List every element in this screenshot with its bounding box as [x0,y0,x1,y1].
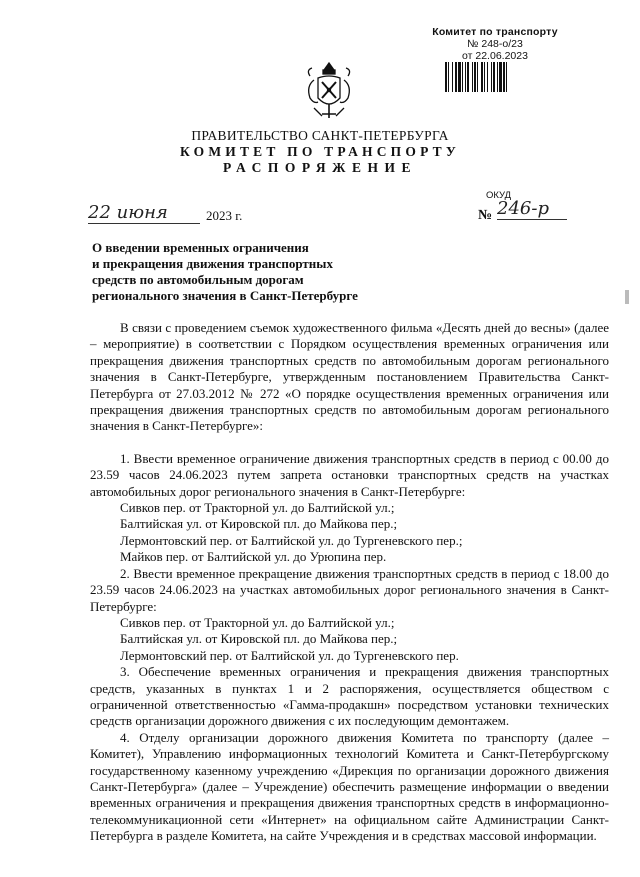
barcode-icon [445,62,550,92]
scan-artifact [625,290,629,304]
document-type: РАСПОРЯЖЕНИЕ [222,160,418,175]
road-segment: Сивков пер. от Тракторной ул. до Балтийской ул.; [120,614,395,630]
road-segment: Майков пер. от Балтийской ул. до Урюпина пер. [120,549,387,565]
handwritten-number: 246-р [497,199,567,220]
document-subject [92,240,382,304]
preamble-paragraph: В связи с проведением съемок художественного фильма «Десять дней до весны» (далее – мероприятие) в соответствии с Порядком осуществления временных ограничения или прекращения движения транспортных средств по автомобильным дорогам регионального значения в Санкт-Петербурге, утвержденным постановлением Правительства Санкт-Петербурга от 27.03.2012 № 272 «О порядке осуществления временных ограничения или прекращения движения транспортных средств по автомобильным дорогам регионального значения в Санкт-Петербурге»: [90,320,609,434]
subject-line: и прекращения движения транспортных [92,256,333,271]
road-segment: Балтийская ул. от Кировской пл. до Майкова пер.; [120,516,398,532]
road-segment: Сивков пер. от Тракторной ул. до Балтийской ул.; [120,500,395,516]
item-2-paragraph: 2. Ввести временное прекращение движения транспортных средств в период с 18.00 до 23.59 часов 24.06.2023 на участках автомобильных дорог регионального значения в Санкт-Петербурге: [90,565,609,614]
registration-stamp [430,26,560,62]
road-segment: Лермонтовский пер. от Балтийской ул. до Тургеневского пер.; [120,532,463,548]
committee-name: КОМИТЕТ ПО ТРАНСПОРТУ [179,144,460,159]
document-body [90,320,609,845]
stamp-number: № 248-о/23 [467,38,523,50]
road-segment: Балтийская ул. от Кировской пл. до Майкова пер.; [120,631,398,647]
road-segment: Лермонтовский пер. от Балтийской ул. до Тургеневского пер. [120,647,459,663]
subject-line: О введении временных ограничения [92,240,309,255]
number-label: № [478,208,493,223]
subject-line: регионального значения в Санкт-Петербурге [92,288,358,303]
item-1-paragraph: 1. Ввести временное ограничение движения транспортных средств в период с 00.00 до 23.59 часов 24.06.2023 путем запрета остановки транспортных средств на участках автомобильных дорог регионального значения в Санкт-Петербурге: [90,450,609,499]
subject-line: средств по автомобильным дорогам [92,272,304,287]
year-text: 2023 г. [206,208,243,223]
item-4-paragraph: 4. Отделу организации дорожного движения Комитета по транспорту (далее – Комитет), Управлению информационных технологий Комитета и Санкт-Петербургскому государственному казенному учреждению «Дирекция по организации дорожного движения Санкт-Петербурга» (далее – Учреждение) обеспечить размещение информации о введении временных ограничения и прекращения движения транспортных средств в информационно-телекоммуникационной сети «Интернет» на официальном сайте Администрации Санкт-Петербурга в разделе Комитета, на сайте Учреждения и в средствах массовой информации. [90,729,609,844]
item-3-paragraph: 3. Обеспечение временных ограничения и прекращения движения транспортных средств, указанных в пунктах 1 и 2 распоряжения, осуществляется обществом с ограниченной ответственностью «Гамма-продакшн» посредством установки технических средств организации дорожного движения с их последующим демонтажем. [90,664,609,729]
stamp-title: Комитет по транспорту [432,26,558,38]
government-name: ПРАВИТЕЛЬСТВО САНКТ-ПЕТЕРБУРГА [191,128,449,143]
st-petersburg-coat-of-arms-icon [300,60,358,122]
handwritten-date: 22 июня [88,203,200,224]
okud-label: ОКУД [486,190,512,201]
stamp-date: от 22.06.2023 [462,50,528,62]
